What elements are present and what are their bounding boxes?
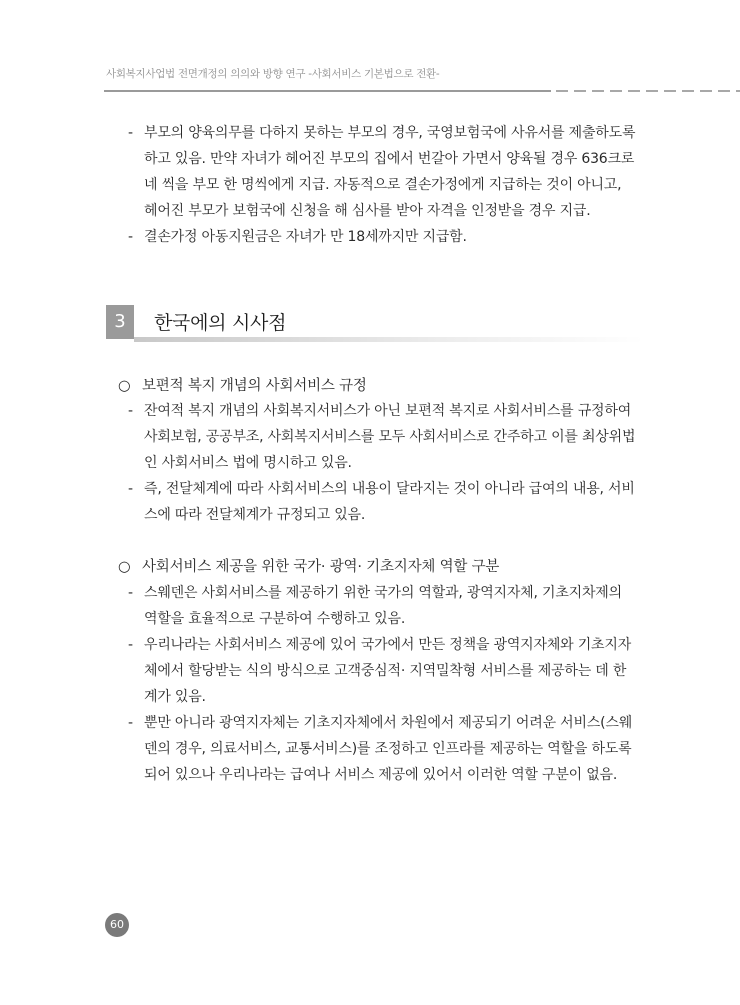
dash-marker: - xyxy=(128,715,133,731)
subsection-heading xyxy=(118,374,367,395)
list-item xyxy=(128,580,638,632)
list-item xyxy=(128,224,638,250)
dash-marker: - xyxy=(128,481,133,497)
dash-marker: - xyxy=(128,229,133,245)
section-heading xyxy=(106,305,646,341)
section-underline xyxy=(134,337,644,342)
list-item xyxy=(128,710,638,788)
list-item-text: 스웨덴은 사회서비스를 제공하기 위한 국가의 역할과, 광역지자체, 기초지차제의 역할을 효율적으로 구분하여 수행하고 있음. xyxy=(144,585,622,627)
list-item-text: 잔여적 복지 개념의 사회복지서비스가 아닌 보편적 복지로 사회서비스를 규정하여 사회보험, 공공부조, 사회복지서비스를 모두 사회서비스로 간주하고 이를 최상위법인 사회서비스 법에 명시하고 있음. xyxy=(144,403,636,471)
header-rule-solid xyxy=(104,90,551,92)
circle-marker: ○ xyxy=(118,559,131,575)
list-item xyxy=(128,632,638,710)
intro-list xyxy=(128,120,638,250)
section-title: 한국에의 시사점 xyxy=(154,312,287,334)
subsection-list xyxy=(128,398,638,528)
list-item-text: 결손가정 아동지원금은 자녀가 만 18세까지만 지급함. xyxy=(144,229,467,245)
dash-marker: - xyxy=(128,125,133,141)
list-item-text: 우리나라는 사회서비스 제공에 있어 국가에서 만든 정책을 광역지자체와 기초지자체에서 할당받는 식의 방식으로 고객중심적· 지역밀착형 서비스를 제공하는 데 한계가 있음. xyxy=(144,637,632,705)
list-item-text: 뿐만 아니라 광역지자체는 기초지자체에서 차원에서 제공되기 어려운 서비스(스웨덴의 경우, 의료서비스, 교통서비스)를 조정하고 인프라를 제공하는 역할을 하도록 되어 있으나 우리나라는 급여나 서비스 제공에 있어서 이러한 역할 구분이 없음. xyxy=(144,715,633,783)
header-rule-dashed xyxy=(556,90,740,92)
circle-marker: ○ xyxy=(118,378,131,394)
subsection-heading xyxy=(118,555,499,576)
subsection-list xyxy=(128,580,638,788)
dash-marker: - xyxy=(128,585,133,601)
dash-marker: - xyxy=(128,637,133,653)
page-number-badge: 60 xyxy=(105,913,129,937)
list-item xyxy=(128,120,638,224)
list-item xyxy=(128,476,638,528)
dash-marker: - xyxy=(128,403,133,419)
subsection-heading-text: 보편적 복지 개념의 사회서비스 규정 xyxy=(142,378,367,394)
section-number-badge: 3 xyxy=(106,305,134,339)
list-item-text: 즉, 전달체계에 따라 사회서비스의 내용이 달라지는 것이 아니라 급여의 내용, 서비스에 따라 전달체계가 규정되고 있음. xyxy=(144,481,635,523)
list-item-text: 부모의 양육의무를 다하지 못하는 부모의 경우, 국영보험국에 사유서를 제출하도록 하고 있음. 만약 자녀가 헤어진 부모의 집에서 번갈아 가면서 양육될 경우 636크로네 씩을 부모 한 명씩에게 지급. 자동적으로 결손가정에게 지급하는 것이 아니고, 헤어진 부모가 보험국에 신청을 해 심사를 받아 자격을 인정받을 경우 지급. xyxy=(144,125,636,219)
subsection-heading-text: 사회서비스 제공을 위한 국가· 광역· 기초지자체 역할 구분 xyxy=(142,559,500,575)
list-item xyxy=(128,398,638,476)
running-header: 사회복지사업법 전면개정의 의의와 방향 연구 -사회서비스 기본법으로 전환- xyxy=(106,68,440,80)
